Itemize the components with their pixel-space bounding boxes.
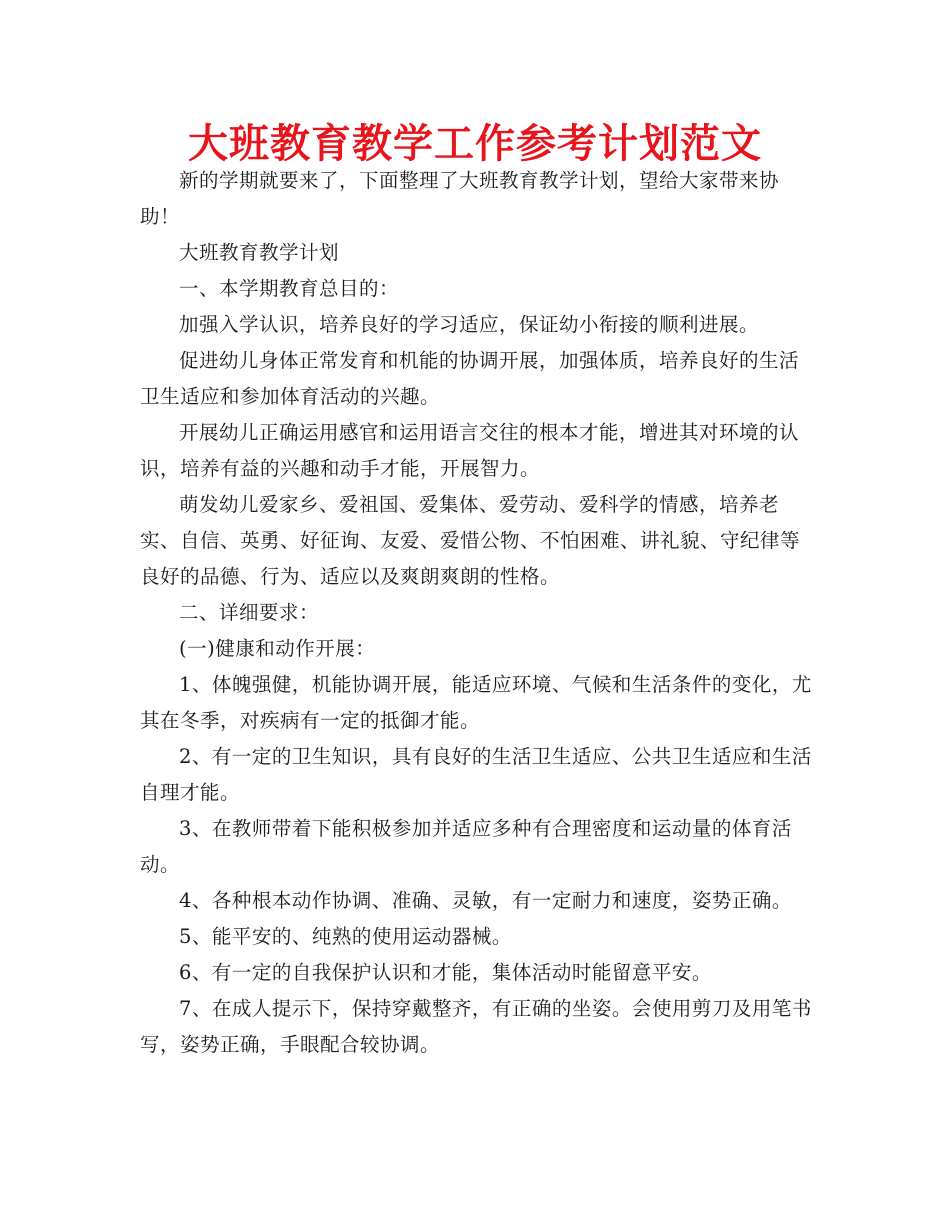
list-item-health-4: 4、各种根本动作协调、准确、灵敏，有一定耐力和速度，姿势正确。 — [179, 889, 792, 912]
paragraph-goal-2: 促进幼儿身体正常发育和机能的协调开展，加强体质，培养良好的生活卫生适应和参加体育活动的兴趣。 — [140, 349, 800, 408]
section-heading-requirements: 二、详细要求： — [179, 601, 320, 624]
section-heading-goals: 一、本学期教育总目的： — [179, 277, 400, 300]
paragraph-goal-4: 萌发幼儿爱家乡、爱祖国、爱集体、爱劳动、爱科学的情感，培养老实、自信、英勇、好征询、友爱、爱惜公物、不怕困难、讲礼貌、守纪律等良好的品德、行为、适应以及爽朗爽朗的性格。 — [140, 493, 801, 588]
list-item-health-7: 7、在成人提示下，保持穿戴整齐，有正确的坐姿。会使用剪刀及用笔书写，姿势正确，手眼配合较协调。 — [140, 997, 812, 1056]
paragraph-goal-1: 加强入学认识，培养良好的学习适应，保证幼小衔接的顺利进展。 — [179, 313, 760, 336]
document-title: 大班教育教学工作参考计划范文 — [188, 121, 762, 167]
document-body — [140, 163, 812, 1063]
list-item-health-1: 1、体魄强健，机能协调开展，能适应环境、气候和生活条件的变化，尤其在冬季，对疾病有一定的抵御才能。 — [140, 673, 812, 732]
list-item-health-5: 5、能平安的、纯熟的使用运动器械。 — [179, 925, 512, 948]
subsection-heading-health: (一)健康和动作开展： — [179, 637, 376, 660]
list-item-health-2: 2、有一定的卫生知识，具有良好的生活卫生适应、公共卫生适应和生活自理才能。 — [140, 745, 812, 804]
paragraph-intro: 新的学期就要来了，下面整理了大班教育教学计划，望给大家带来协助！ — [140, 169, 780, 228]
paragraph-goal-3: 开展幼儿正确运用感官和运用语言交往的根本才能，增进其对环境的认识，培养有益的兴趣和动手才能，开展智力。 — [140, 421, 800, 480]
list-item-health-3: 3、在教师带着下能积极参加并适应多种有合理密度和运动量的体育活动。 — [140, 817, 792, 876]
list-item-health-6: 6、有一定的自我保护认识和才能，集体活动时能留意平安。 — [179, 961, 712, 984]
paragraph-plan-heading: 大班教育教学计划 — [179, 241, 340, 264]
